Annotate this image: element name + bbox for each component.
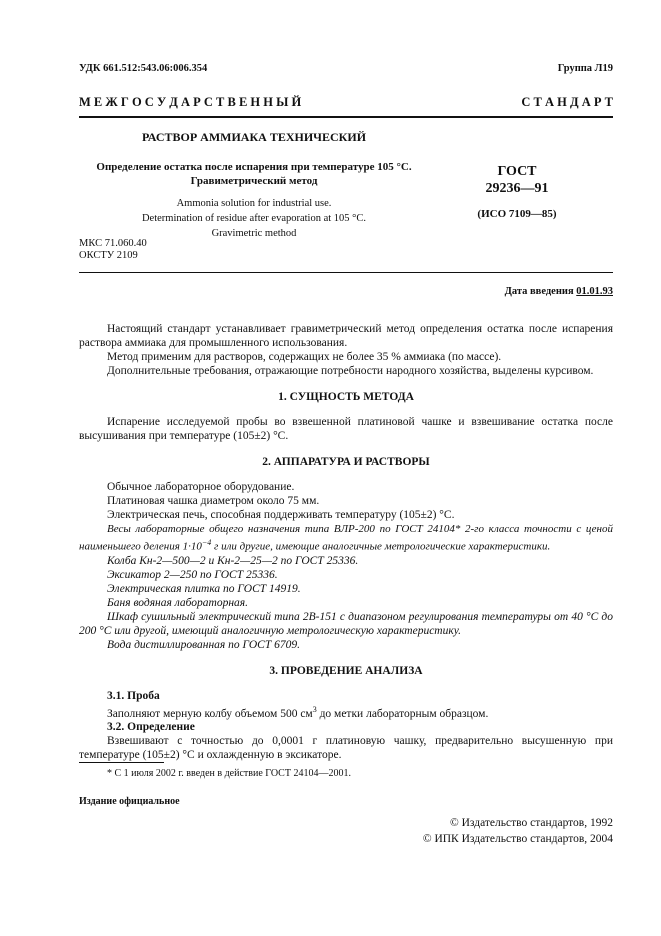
subsection-3-2-heading: 3.2. Определение — [107, 721, 195, 734]
cubic-superscript: 3 — [312, 704, 317, 714]
subsection-3-1-text — [79, 703, 613, 721]
section-1-text: Испарение исследуемой пробы во взвешенной платиновой чашке и взвешивание остатка после высушивания при температуре (105±2) °С. — [79, 416, 613, 442]
iso-reference: (ИСО 7109—85) — [477, 208, 557, 220]
sample-text-b: до метки лабораторным образцом. — [316, 707, 489, 720]
equipment-item: Вода дистиллированная по ГОСТ 6709. — [107, 638, 301, 651]
subsection-3-1-heading: 3.1. Проба — [107, 689, 160, 702]
section-2-heading: 2. АППАРАТУРА И РАСТВОРЫ — [262, 456, 430, 468]
footnote-rule — [79, 762, 164, 763]
document-body — [79, 322, 613, 762]
intro-paragraph-2: Метод применим для растворов, содержащих не более 35 % аммиака (по массе). — [107, 351, 502, 363]
gost-designation — [462, 163, 572, 197]
okstu-code: ОКСТУ 2109 — [79, 250, 138, 261]
section-1-heading: 1. СУЩНОСТЬ МЕТОДА — [278, 391, 414, 403]
header-rule — [79, 116, 613, 118]
equipment-item: Электрическая печь, способная поддерживать температуру (105±2) °С. — [107, 509, 455, 521]
effective-date — [505, 286, 613, 297]
english-line-1: Ammonia solution for industrial use. — [176, 198, 332, 209]
subtitle-line-1: Определение остатка после испарения при температуре 105 °С. — [96, 161, 412, 173]
copyright-line-2: © ИПК Издательство стандартов, 2004 — [422, 833, 613, 845]
copyright-line-1: © Издательство стандартов, 1992 — [449, 817, 613, 829]
sample-text-a: Заполняют мерную колбу объемом 500 см — [107, 707, 313, 720]
equipment-item: Платиновая чашка диаметром около 75 мм. — [107, 495, 320, 507]
english-line-2: Determination of residue after evaporation at 105 °C. — [141, 213, 367, 224]
classification-codes — [79, 238, 147, 262]
intro-paragraph-3: Дополнительные требования, отражающие потребности народного хозяйства, выделены курсивом. — [107, 365, 594, 377]
balance-text-a: Весы лабораторные общего назначения типа ВЛР-200 по ГОСТ 24104* 2-го класса точности с ценой наименьшего деления 1·10 — [79, 523, 613, 553]
banner-left: М Е Ж Г О С У Д А Р С Т В Е Н Н Ы Й — [79, 95, 302, 109]
balance-exponent: −4 — [201, 538, 212, 547]
equipment-item: Баня водяная лабораторная. — [107, 596, 249, 609]
equipment-item: Электрическая плитка по ГОСТ 14919. — [107, 582, 301, 595]
title-rule — [79, 272, 613, 273]
footnote: * С 1 июля 2002 г. введен в действие ГОСТ 24104—2001. — [107, 768, 351, 779]
equipment-item: Колба Кн-2—500—2 и Кн-2—25—2 по ГОСТ 25336. — [107, 554, 359, 567]
intro-paragraph-1: Настоящий стандарт устанавливает гравиметрический метод определения остатка после испарения раствора аммиака для промышленного использования. — [79, 323, 613, 349]
document-subtitle — [79, 160, 429, 188]
subsection-3-2-text: Взвешивают с точностью до 0,0001 г платиновую чашку, предварительно высушенную при температуре (105±2) °С и охлажденную в эксикаторе. — [79, 735, 613, 762]
english-title — [79, 196, 429, 241]
equipment-item: Шкаф сушильный электрический типа 2В-151 с диапазоном регулирования температуры от 40 °С до 200 °С или другой, имеющий аналогичную метрологическую характеристику. — [79, 610, 613, 637]
document-title: РАСТВОР АММИАКА ТЕХНИЧЕСКИЙ — [141, 130, 367, 144]
banner-right: С Т А Н Д А Р Т — [521, 95, 613, 109]
english-line-3: Gravimetric method — [211, 228, 297, 239]
interstate-standard-banner — [79, 95, 613, 110]
group-code: Группа Л19 — [557, 63, 613, 74]
date-value: 01.01.93 — [576, 286, 613, 297]
mks-code: МКС 71.060.40 — [79, 238, 147, 249]
equipment-item: Обычное лабораторное оборудование. — [107, 481, 295, 493]
section-3-heading: 3. ПРОВЕДЕНИЕ АНАЛИЗА — [269, 664, 423, 677]
udc-code: УДК 661.512:543.06:006.354 — [79, 63, 208, 74]
official-edition: Издание официальное — [79, 796, 180, 807]
gost-number: 29236—91 — [485, 181, 549, 196]
copyright-block — [423, 815, 613, 847]
balance-text-b: г или другие, имеющие аналогичные метрологические характеристики. — [211, 540, 551, 553]
equipment-item: Эксикатор 2—250 по ГОСТ 25336. — [107, 568, 278, 581]
gost-label: ГОСТ — [497, 164, 537, 179]
date-label: Дата введения — [504, 286, 574, 297]
subtitle-line-2: Гравиметрический метод — [190, 175, 318, 187]
equipment-item-balance — [79, 522, 613, 554]
